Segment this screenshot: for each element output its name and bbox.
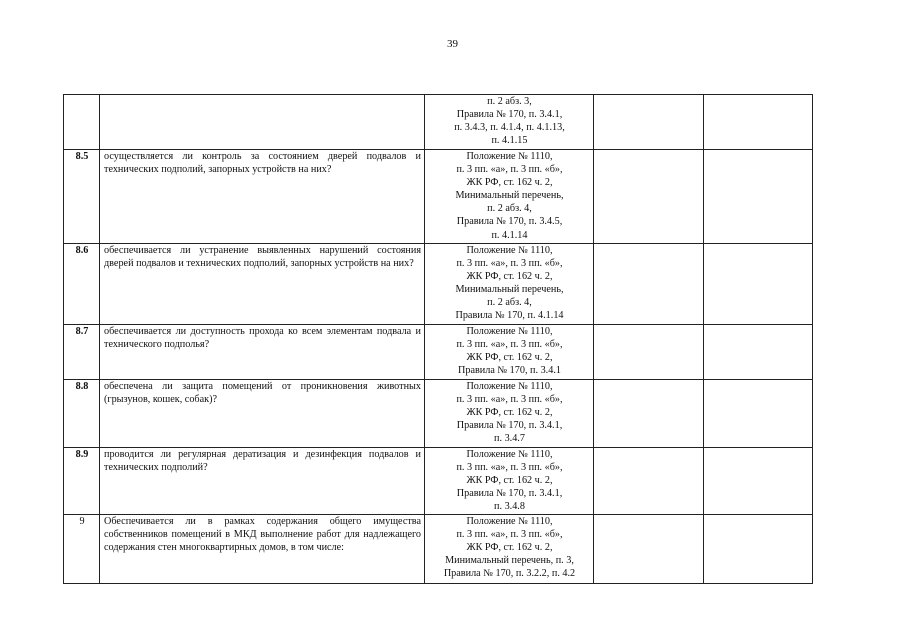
comment-cell[interactable] — [704, 380, 813, 448]
reference-line: ЖК РФ, ст. 162 ч. 2, — [466, 475, 553, 487]
legal-reference — [425, 515, 594, 584]
row-number: 8.8 — [64, 380, 100, 448]
answer-cell[interactable] — [594, 95, 704, 150]
legal-reference — [425, 150, 594, 244]
reference-line: Положение № 1110, — [466, 245, 553, 256]
row-number — [64, 95, 100, 150]
comment-cell[interactable] — [704, 244, 813, 325]
row-number: 8.7 — [64, 325, 100, 380]
table-row — [64, 95, 813, 150]
row-number: 8.9 — [64, 448, 100, 515]
reference-line: Положение № 1110, — [466, 326, 553, 337]
answer-cell[interactable] — [594, 380, 704, 448]
row-number: 9 — [64, 515, 100, 584]
question-text: Обеспечивается ли в рамках содержания общего имущества собственников помещений в МКД выполнение работ для надлежащего содержания стен многоквартирных домов, в том числе: — [100, 515, 425, 584]
legal-reference — [425, 448, 594, 515]
question-text: обеспечивается ли устранение выявленных нарушений состояния дверей подвалов и технических подполий, запорных устройств на них? — [100, 244, 425, 325]
reference-line: ЖК РФ, ст. 162 ч. 2, — [466, 352, 553, 364]
reference-line: Правила № 170, п. 3.4.1, — [456, 420, 563, 432]
reference-line: ЖК РФ, ст. 162 ч. 2, — [466, 271, 553, 283]
reference-line: п. 3.4.8 — [494, 501, 525, 513]
page-number: 39 — [447, 38, 458, 50]
reference-line: Минимальный перечень, — [455, 190, 564, 202]
reference-line: Правила № 170, п. 3.4.1, — [456, 488, 563, 500]
question-text: осуществляется ли контроль за состоянием дверей подвалов и технических подполий, запорных устройств на них? — [100, 150, 425, 244]
table-row — [64, 244, 813, 325]
table-row — [64, 515, 813, 584]
reference-line: п. 2 абз. 4, — [487, 297, 532, 309]
reference-line: п. 3 пп. «а», п. 3 пп. «б», — [456, 339, 563, 351]
reference-line: п. 2 абз. 3, — [487, 96, 532, 107]
answer-cell[interactable] — [594, 244, 704, 325]
reference-line: Положение № 1110, — [466, 381, 553, 392]
reference-line: Правила № 170, п. 3.4.1, — [456, 109, 563, 121]
reference-line: Правила № 170, п. 3.2.2, п. 4.2 — [443, 568, 576, 580]
answer-cell[interactable] — [594, 325, 704, 380]
reference-line: п. 3.4.3, п. 4.1.4, п. 4.1.13, — [454, 122, 565, 134]
legal-reference — [425, 380, 594, 448]
comment-cell[interactable] — [704, 150, 813, 244]
reference-line: Правила № 170, п. 3.4.1 — [458, 365, 561, 377]
legal-reference — [425, 325, 594, 380]
question-text: обеспечена ли защита помещений от проникновения животных (грызунов, кошек, собак)? — [100, 380, 425, 448]
question-text — [100, 95, 425, 150]
reference-line: ЖК РФ, ст. 162 ч. 2, — [466, 407, 553, 419]
legal-reference — [425, 244, 594, 325]
answer-cell[interactable] — [594, 515, 704, 584]
reference-line: п. 3 пп. «а», п. 3 пп. «б», — [456, 529, 563, 541]
reference-line: ЖК РФ, ст. 162 ч. 2, — [466, 542, 553, 554]
reference-line: Правила № 170, п. 4.1.14 — [455, 310, 564, 322]
comment-cell[interactable] — [704, 448, 813, 515]
reference-line: п. 3 пп. «а», п. 3 пп. «б», — [456, 394, 563, 406]
question-text: обеспечивается ли доступность прохода ко всем элементам подвала и технического подполья? — [100, 325, 425, 380]
legal-reference — [425, 95, 594, 150]
reference-line: Правила № 170, п. 3.4.5, — [456, 216, 563, 228]
table-row — [64, 380, 813, 448]
reference-line: п. 4.1.15 — [491, 135, 528, 147]
reference-line: п. 4.1.14 — [491, 229, 528, 241]
table-row — [64, 448, 813, 515]
reference-line: п. 3 пп. «а», п. 3 пп. «б», — [456, 164, 563, 176]
checklist-table — [63, 94, 813, 584]
answer-cell[interactable] — [594, 448, 704, 515]
reference-line: п. 2 абз. 4, — [487, 203, 532, 215]
reference-line: п. 3 пп. «а», п. 3 пп. «б», — [456, 258, 563, 270]
reference-line: п. 3.4.7 — [494, 433, 525, 445]
comment-cell[interactable] — [704, 515, 813, 584]
table-row — [64, 325, 813, 380]
reference-line: п. 3 пп. «а», п. 3 пп. «б», — [456, 462, 563, 474]
reference-line: Минимальный перечень, п. 3, — [445, 555, 574, 567]
row-number: 8.6 — [64, 244, 100, 325]
reference-line: Положение № 1110, — [466, 151, 553, 162]
answer-cell[interactable] — [594, 150, 704, 244]
question-text: проводится ли регулярная дератизация и дезинфекция подвалов и технических подполий? — [100, 448, 425, 515]
comment-cell[interactable] — [704, 325, 813, 380]
row-number: 8.5 — [64, 150, 100, 244]
reference-line: Минимальный перечень, — [455, 284, 564, 296]
reference-line: Положение № 1110, — [466, 516, 553, 527]
reference-line: Положение № 1110, — [466, 449, 553, 460]
comment-cell[interactable] — [704, 95, 813, 150]
reference-line: ЖК РФ, ст. 162 ч. 2, — [466, 177, 553, 189]
table-row — [64, 150, 813, 244]
